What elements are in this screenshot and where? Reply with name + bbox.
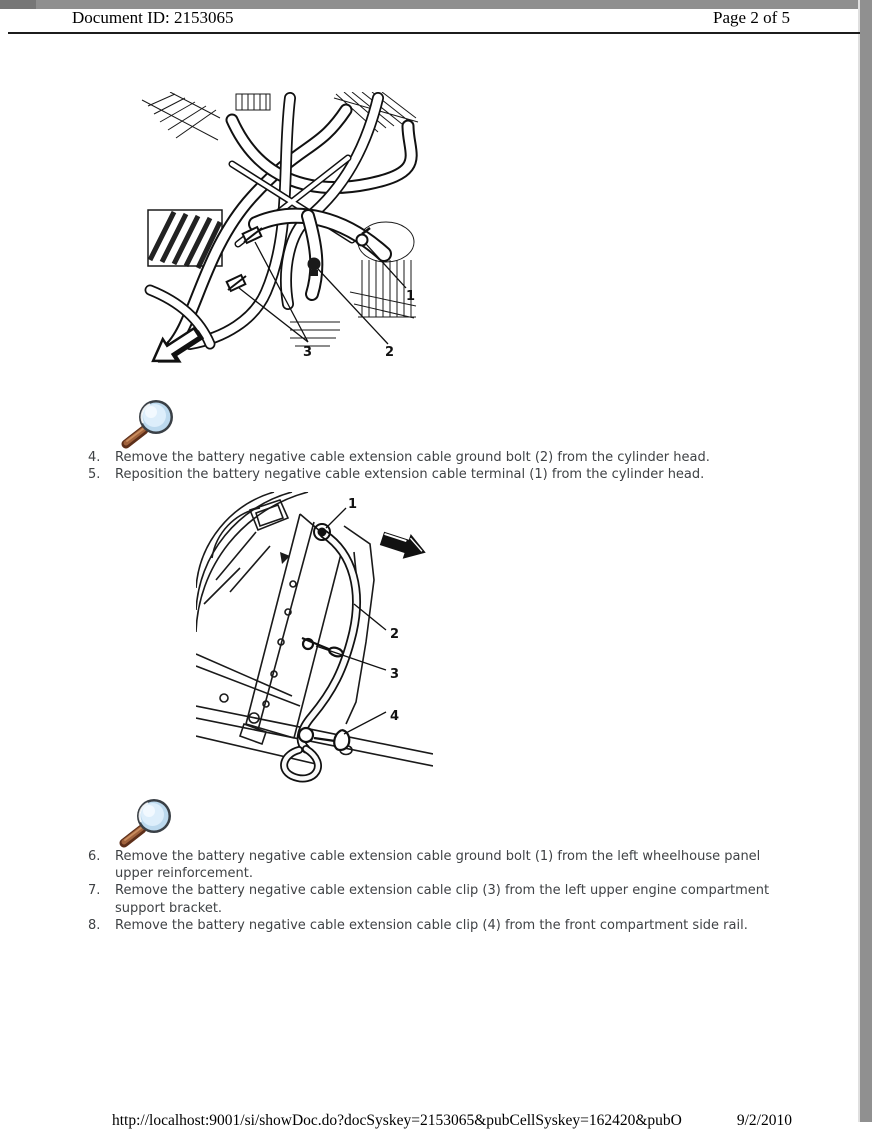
- step-8: [88, 917, 788, 934]
- callout-label-2: 2: [385, 345, 395, 360]
- page-header: [72, 8, 790, 32]
- page-right-gutter: [858, 0, 872, 1122]
- wheelhouse-line-art: [196, 492, 433, 790]
- step-5: [88, 466, 788, 483]
- footer-url: http://localhost:9001/si/showDoc.do?docSyskey=2153065&pubCellSyskey=162420&pubO: [112, 1112, 682, 1129]
- callout-label-3: 3: [303, 345, 313, 360]
- zoom-image-button[interactable]: [117, 397, 179, 449]
- view-direction-arrow: [378, 526, 430, 565]
- cable-clip-3b: [227, 275, 246, 291]
- header-divider: [8, 32, 860, 34]
- callout-label-1: 1: [406, 289, 416, 304]
- magnifier-icon: [117, 397, 179, 449]
- zoom-image-button[interactable]: [115, 796, 177, 848]
- step-6: [88, 848, 788, 882]
- step-number: 4.: [88, 450, 101, 465]
- page-number-label: Page 2 of 5: [713, 8, 790, 27]
- figure-wheelhouse-cable: [196, 492, 433, 790]
- procedure-steps-6-8: [88, 848, 788, 934]
- step-number: 6.: [88, 849, 101, 864]
- document-id-label: Document ID: 2153065: [72, 8, 234, 27]
- step-text: Remove the battery negative cable extension cable ground bolt (2) from the cylinder head.: [115, 450, 710, 465]
- step-text: Remove the battery negative cable extension cable ground bolt (1) from the left wheelhouse panel upper reinforcement.: [115, 849, 761, 882]
- callout-label-2: 2: [390, 627, 400, 642]
- step-number: 5.: [88, 467, 101, 483]
- footer-date: 9/2/2010: [736, 1112, 792, 1129]
- callout-label-4: 4: [390, 709, 400, 724]
- step-text: Remove the battery negative cable extension cable clip (4) from the front compartment side rail.: [115, 917, 748, 933]
- cable-clip-3a: [243, 227, 262, 243]
- step-text: Remove the battery negative cable extension cable clip (3) from the left upper engine compartment support bracket.: [115, 883, 770, 916]
- figure-engine-compartment: [140, 92, 420, 389]
- step-7: [88, 882, 788, 916]
- page-footer: [112, 1112, 792, 1130]
- magnifier-icon: [115, 796, 177, 848]
- engine-line-art: [140, 92, 420, 389]
- procedure-steps-4-5: [88, 449, 788, 483]
- step-number: 8.: [88, 917, 101, 933]
- window-top-bar-segment: [0, 0, 36, 9]
- step-number: 7.: [88, 883, 101, 899]
- step-4: [88, 449, 788, 466]
- callout-label-1: 1: [348, 497, 358, 512]
- step-text: Reposition the battery negative cable extension cable terminal (1) from the cylinder head.: [115, 467, 705, 483]
- callout-label-3: 3: [390, 667, 400, 682]
